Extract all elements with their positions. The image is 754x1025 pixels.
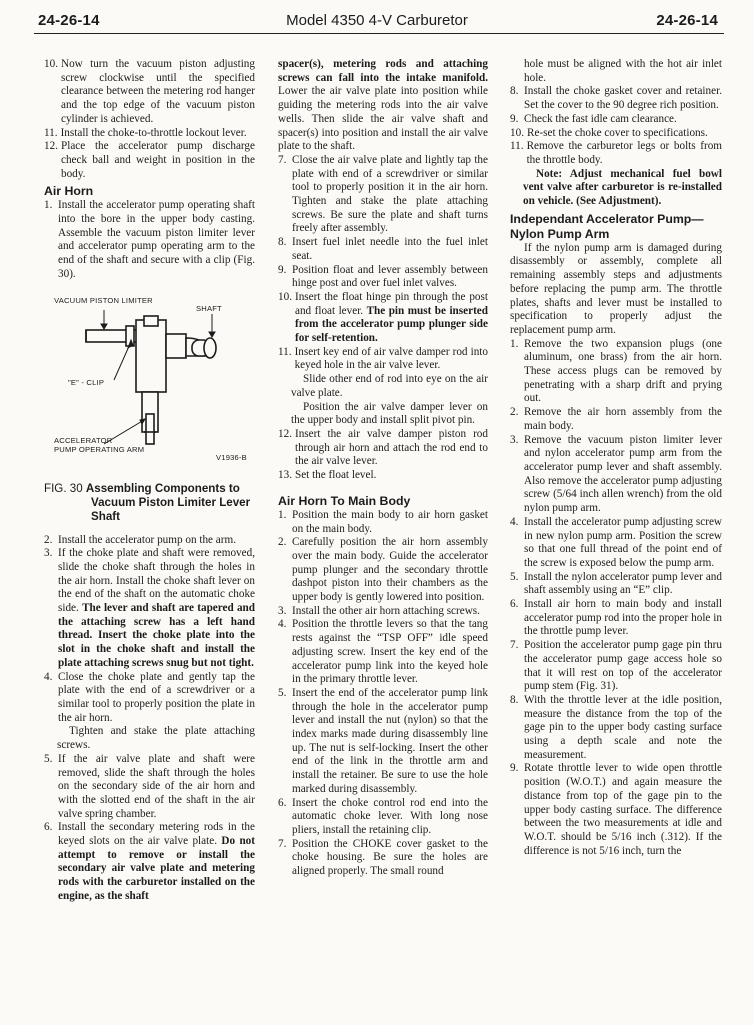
main-step-6: 6. Insert the choke control rod end into the automatic choke lever. With long nose pliers, install the retaining clip. [278,796,488,836]
step-11b: 11. Insert key end of air valve damper rod into keyed hole in the air valve lever. [278,345,488,372]
step-2: 2. Install the accelerator pump on the arm. [44,533,236,546]
main-step-3: 3. Install the other air horn attaching screws. [278,604,480,617]
step-1: 1. Install the accelerator pump operating shaft into the bore in the upper body casting. Assemble the vacuum piston limiter lever and accelerator pump operating arm to the end of the shaft and secure with a clip (Fig. 30). [44,199,255,280]
page-number-left: 24-26-14 [38,12,100,29]
main-step-1: 1. Position the main body to air horn gasket on the main body. [278,508,488,535]
main-step-2: 2. Carefully position the air horn assembly over the main body. Guide the accelerator pump plunger and the secondary throttle dashpot piston into their chambers as the upper body is gently lowered into position. [278,536,488,604]
step-11-paragraph-1: Slide other end of rod into eye on the air valve plate. [291,373,488,399]
step-5: 5. If the air valve plate and shaft were removed, slide the shaft through the holes on the secondary side of the air horn and with the slotted end of the shaft in the air valve spring chamber. [44,752,255,820]
figure-30 [44,296,255,478]
column-2 [278,58,488,879]
heading-air-horn-to-main-body: Air Horn To Main Body [278,493,411,508]
step-4: 4. Close the choke plate and gently tap the plate with the end of a screwdriver or a similar tool to properly position the plate in the air horn. [44,670,255,724]
step-11-paragraph-2: Position the air valve damper lever on the upper body and install split pivot pin. [291,400,488,427]
c3-step-8: 8. Install the choke gasket cover and retainer. Set the cover to the 90 degree rich position. [510,85,722,112]
step-12: 12. Place the accelerator pump discharge check ball and weight in position in the body. [44,140,255,180]
step-12b: 12. Insert the air valve damper piston rod through air horn and attach the rod end to the air valve lever. [278,427,488,468]
c3-step-10: 10. Re-set the choke cover to specifications. [510,126,708,139]
step-13: 13. Set the float level. [278,469,377,482]
page-title: Model 4350 4-V Carburetor [286,12,468,29]
pump-step-6: 6. Install air horn to main body and install accelerator pump rod into the proper hole in the throttle pump lever. [510,598,722,638]
heading-accelerator-pump-2: Nylon Pump Arm [510,226,610,241]
step-6-continued: spacer(s), metering rods and attaching screws can fall into the intake manifold. Lower the air valve plate into position while guiding the metering rods into the air valve wells. Then slide the air valve shaft and spacer(s) into position and install the air valve plate to the shaft. [278,58,488,153]
column-3 [510,58,722,858]
pump-step-8: 8. With the throttle lever at the idle position, measure the distance from the top of the gage pin to the upper body casting surface using a depth scale and note the measurement. [510,693,722,761]
pump-step-5: 5. Install the nylon accelerator pump lever and shaft assembly using an “E” clip. [510,570,722,597]
pump-intro: If the nylon pump arm is damaged during disassembly or assembly, complete all remaining assembly steps and adjustments before replacing the pump arm. The throttle plates, shafts and lever must be installed to specification to properly adjust the replacement pump arm. [510,241,722,336]
c3-step-11: 11. Remove the carburetor legs or bolts from the throttle body. [510,140,722,166]
step-9: 9. Position float and lever assembly between hinge post and over fuel inlet valves. [278,263,488,290]
figure-code: V1936-B [216,452,247,462]
step-7: 7. Close the air valve plate and lightly tap the plate with end of a screwdriver or similar tool to properly position it in the air horn. Tighten and stake the plate attaching screws. Be sure the plate and shaft turns freely after assembly. [278,153,488,235]
page-number-right: 24-26-14 [656,12,718,29]
heading-air-horn: Air Horn [44,184,94,199]
main-step-5: 5. Insert the end of the accelerator pump link through the hole in the accelerator pump lever and install the nut (nylon) so that the index marks made during disassembly line up. The nut is self-locking. Insert the other end of the link in the throttle arm and install the retainer. Be sure to use the hole marked during disassembly. [278,686,488,795]
c3-step-9: 9. Check the fast idle cam clearance. [510,112,677,125]
heading-accelerator-pump-1: Independant Accelerator Pump— [510,211,704,226]
step-7-continued: hole must be aligned with the hot air inlet hole. [524,58,722,84]
header-rule [34,33,724,34]
main-step-4: 4. Position the throttle levers so that the tang rests against the “TSP OFF” idle speed adjusting screw. Insert the key end of the accelerator pump link into the keyed hole in the primary throttle lever. [278,618,488,686]
step-10b: 10. Insert the float hinge pin through the post and float lever. The pin must be inserted from the accelerator pump plunger side for self-retention. [278,290,488,345]
label-shaft: SHAFT [196,303,222,313]
pump-step-3: 3. Remove the vacuum piston limiter lever and nylon accelerator pump arm from the accelerator pump lever and shaft assembly. Also remove the accelerator pump adjusting screw (5/64 inch allen wrench) from the old nylon pump arm. [510,433,722,515]
label-pump-operating-arm: PUMP OPERATING ARM [54,444,145,454]
figure-caption: FIG. 30 Assembling Components to Vacuum Piston Limiter Lever Shaft [44,481,251,523]
step-10: 10. Now turn the vacuum piston adjusting screw clockwise until the specified clearance between the metering rod hanger and the top edge of the vacuum piston cylinder is achieved. [44,58,255,125]
main-step-7: 7. Position the CHOKE cover gasket to the choke housing. Be sure the holes are aligned properly. The small round [278,837,488,878]
pump-step-4: 4. Install the accelerator pump adjusting screw in new nylon pump arm. Position the screw so that one full thread of the point end of the screw is exposed below the pump arm. [510,515,722,569]
pump-step-1: 1. Remove the two expansion plugs (one aluminum, one brass) from the air horn. These access plugs can be removed by penetrating with a sharp drift and prying out. [510,337,722,405]
step-8: 8. Insert fuel inlet needle into the fuel inlet seat. [278,236,488,262]
pump-step-2: 2. Remove the air horn assembly from the main body. [510,406,722,432]
adjustment-note: Note: Adjust mechanical fuel bowl vent valve after carburetor is re-installed on vehicle. (See Adjustment). [523,167,722,208]
step-6: 6. Install the secondary metering rods in the keyed slots on the air valve plate. Do not attempt to remove or install the secondary air valve plate and metering rods with the carburetor installed on the engine, as the shaft [44,821,255,902]
step-3: 3. If the choke plate and shaft were removed, slide the choke shaft through the holes in the air horn. Install the choke shaft lever on the end of the shaft on the automatic choke side. The lever and shaft are tapered and the attaching screw has a left hand thread. Insert the choke plate into the slot in the choke shaft and install the plate attaching screws snug but not tight. [44,547,255,669]
pump-step-9: 9. Rotate throttle lever to wide open throttle position (W.O.T.) and again measure the distance from top of the gage pin to the upper body casting surface. The difference between the two measurements at idle and W.O.T. should be 5/16 inch (.312). If the difference is not 5/16 inch, turn the [510,762,722,857]
column-1 [44,58,255,904]
pump-step-7: 7. Position the accelerator pump gage pin thru the accelerator pump gage access hole so that it will rest on top of the accelerator pump stem (Fig. 31). [510,639,722,693]
label-e-clip: "E" - CLIP [68,377,105,387]
label-accelerator: ACCELERATOR [54,435,113,445]
label-vacuum-piston-limiter: VACUUM PISTON LIMITER [54,295,153,305]
step-4-paragraph: Tighten and stake the plate attaching screws. [57,725,255,752]
step-11: 11. Install the choke-to-throttle lockout lever. [44,126,247,139]
